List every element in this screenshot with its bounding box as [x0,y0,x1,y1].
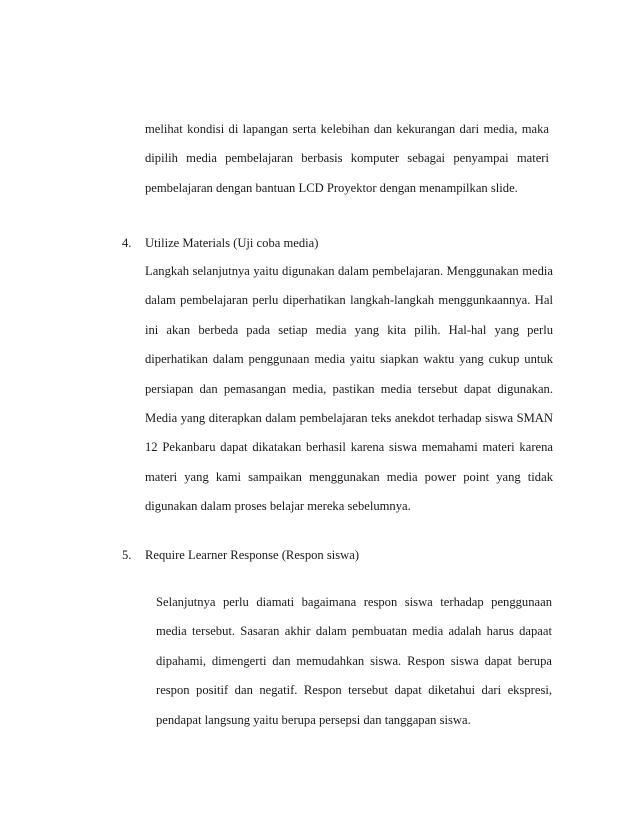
section-4-line-7: 12 Pekanbaru dapat dikatakan berhasil karena siswa memahami materi karena [145,440,553,455]
section-5-line-2: media tersebut. Sasaran akhir dalam pembuatan media adalah harus dapaat [156,624,552,639]
intro-line-3: pembelajaran dengan bantuan LCD Proyektor dengan menampilkan slide. [145,180,518,195]
section-4-line-4: diperhatikan dalam penggunaan media yaitu siapkan waktu yang cukup untuk [145,352,553,367]
section-4-paragraph [145,257,553,522]
section-4-line-3: ini akan berbeda pada setiap media yang kita pilih. Hal-hal yang perlu [145,322,553,337]
section-4-line-2: dalam pembelajaran perlu diperhatikan langkah-langkah menggunkaannya. Hal [145,293,553,308]
section-4-line-5: persiapan dan pemasangan media, pastikan media tersebut dapat digunakan. [145,381,553,396]
section-5-heading [122,546,359,564]
section-5-line-1: Selanjutnya perlu diamati bagaimana respon siswa terhadap penggunaan [156,595,552,609]
section-5-line-3: dipahami, dimengerti dan memudahkan siswa. Respon siswa dapat berupa [156,653,552,668]
intro-line-2: dipilih media pembelajaran berbasis komputer sebagai penyampai materi [145,151,549,166]
section-4-title: Utilize Materials (Uji coba media) [145,236,319,250]
section-4-heading [122,234,318,252]
section-5-number: 5. [122,548,132,562]
section-4-line-9: digunakan dalam proses belajar mereka sebelumnya. [145,499,411,514]
section-5-title: Require Learner Response (Respon siswa) [145,548,360,562]
section-5-paragraph [156,588,552,735]
section-4-line-6: Media yang diterapkan dalam pembelajaran teks anekdot terhadap siswa SMAN [145,410,553,425]
intro-paragraph [145,115,549,203]
section-4-line-8: materi yang kami sampaikan menggunakan media power point yang tidak [145,469,553,484]
intro-line-1: melihat kondisi di lapangan serta kelebihan dan kekurangan dari media, maka [145,122,549,136]
section-4-line-1: Langkah selanjutnya yaitu digunakan dalam pembelajaran. Menggunakan media [145,264,553,278]
section-5-line-4: respon positif dan negatif. Respon tersebut dapat diketahui dari ekspresi, [156,683,552,698]
section-5-line-5: pendapat langsung yaitu berupa persepsi dan tanggapan siswa. [156,712,471,727]
section-4-number: 4. [122,236,132,250]
